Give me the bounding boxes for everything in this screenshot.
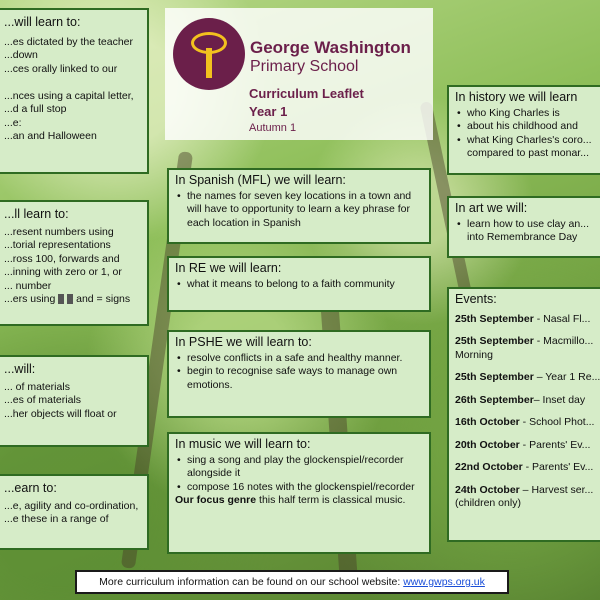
events-title: Events: xyxy=(455,292,497,306)
leaflet-term: Autumn 1 xyxy=(249,122,297,134)
website-footer xyxy=(75,570,509,594)
event-item: 25th September - Macmillo... Morning xyxy=(455,335,594,361)
english-box: ...will learn to: ...es dictated by the teacher ...down ...ces orally linked to our ...nces using a capital letter, ...d a full stop ...e: ...an and Halloween xyxy=(0,8,149,174)
pshe-box xyxy=(167,330,431,418)
events-box xyxy=(447,287,600,542)
school-header xyxy=(165,8,433,140)
music-item: • sing a song and play the glockenspiel/recorder alongside it xyxy=(175,454,423,481)
music-title: In music we will learn to: xyxy=(175,437,311,451)
spanish-item: • the names for seven key locations in a town and will have to opportunity to learn a key phrase for each location in Spanish xyxy=(175,190,423,231)
history-box xyxy=(447,85,600,175)
school-name: George Washington xyxy=(250,38,411,57)
english-title: ...will learn to: xyxy=(4,15,81,29)
event-item: 24th October – Harvest ser... (children only) xyxy=(455,483,594,509)
pshe-item: • resolve conflicts in a safe and healthy manner. xyxy=(175,352,423,366)
re-box xyxy=(167,256,431,312)
science-box: ...will: ... of materials ...es of materials ...her objects will float or xyxy=(0,355,149,447)
spanish-box xyxy=(167,168,431,244)
pshe-item: • begin to recognise safe ways to manage own emotions. xyxy=(175,365,423,392)
history-item: • what King Charles's coro... compared to past monar... xyxy=(455,134,600,161)
pe-title: ...earn to: xyxy=(4,481,57,495)
event-item: 22nd October - Parents' Ev... xyxy=(455,461,594,473)
event-item: 25th September – Year 1 Re... xyxy=(455,371,600,383)
event-item: 20th October - Parents' Ev... xyxy=(455,438,591,451)
school-name-sub: Primary School xyxy=(250,58,359,75)
art-title: In art we will: xyxy=(455,201,528,215)
event-item: 16th October - School Phot... xyxy=(455,416,595,428)
footer-text: More curriculum information can be found on our school website: xyxy=(99,576,404,588)
event-item: 25th September - Nasal Fl... xyxy=(455,312,591,325)
re-item: • what it means to belong to a faith community xyxy=(175,278,423,292)
maths-title: ...ll learn to: xyxy=(4,207,69,221)
music-box xyxy=(167,432,431,554)
maths-box: ...ll learn to: ...resent numbers using ...torial representations ...ross 100, forwards and ...inning with zero or 1, or ... number ...ers using and = signs xyxy=(0,200,149,326)
history-item: • about his childhood and xyxy=(455,120,599,134)
music-item: • compose 16 notes with the glockenspiel/recorder xyxy=(175,481,423,495)
art-item: • learn how to use clay an... into Remembrance Day xyxy=(455,218,600,245)
leaflet-title: Curriculum Leaflet xyxy=(249,86,364,101)
music-focus: Our focus genre this half term is classical music. xyxy=(175,494,406,506)
website-link[interactable]: www.gwps.org.uk xyxy=(403,576,485,588)
re-title: In RE we will learn: xyxy=(175,261,282,275)
history-title: In history we will learn xyxy=(455,90,578,104)
art-box xyxy=(447,196,600,258)
school-logo xyxy=(173,18,245,90)
spanish-title: In Spanish (MFL) we will learn: xyxy=(175,173,346,187)
history-item: • who King Charles is xyxy=(455,107,599,121)
event-item: 26th September– Inset day xyxy=(455,393,586,406)
pe-box: ...earn to: ...e, agility and co-ordination, ...e these in a range of xyxy=(0,474,149,550)
science-title: ...will: xyxy=(4,362,36,376)
leaflet-year: Year 1 xyxy=(249,104,288,119)
less-than-icon xyxy=(58,294,64,304)
pshe-title: In PSHE we will learn to: xyxy=(175,335,312,349)
